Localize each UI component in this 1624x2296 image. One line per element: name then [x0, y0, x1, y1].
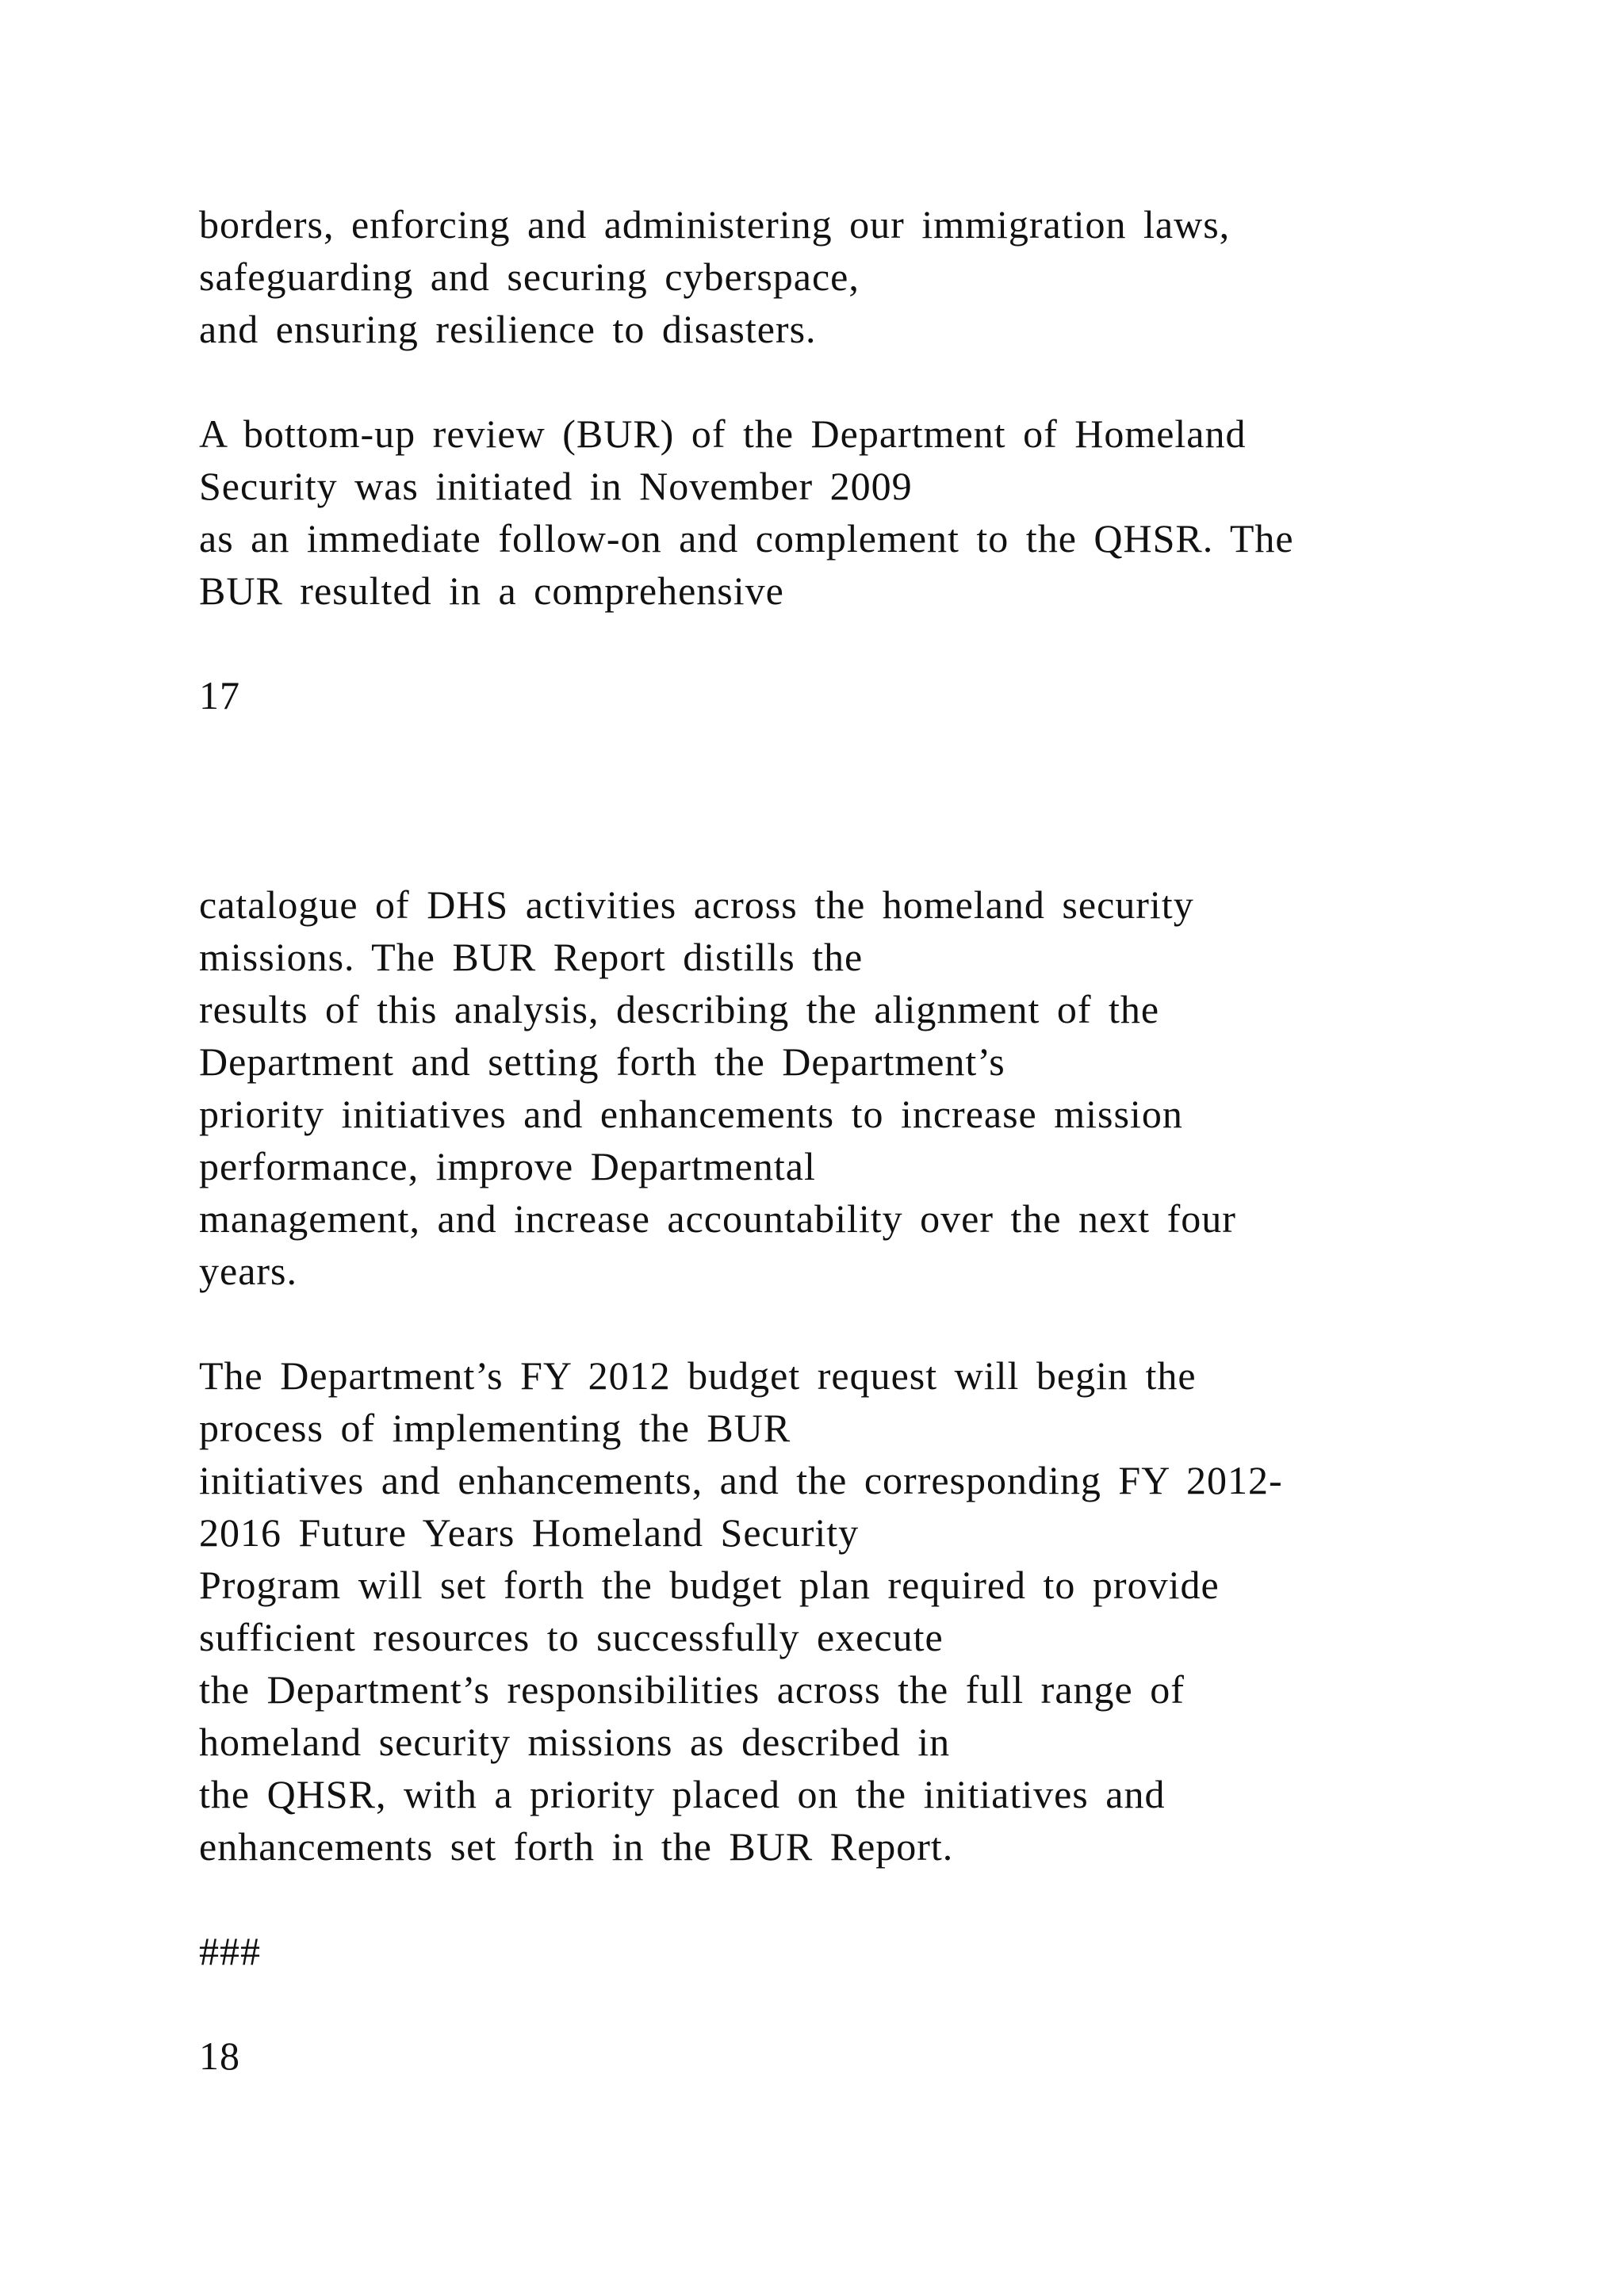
text-line: The Department’s FY 2012 budget request will begin the — [199, 1353, 1197, 1398]
text-line: years. — [199, 1249, 297, 1293]
text-line: homeland security missions as described in — [199, 1720, 951, 1764]
text-line: borders, enforcing and administering our immigration laws, — [199, 202, 1231, 247]
text-line: BUR resulted in a comprehensive — [199, 568, 784, 613]
text-line: enhancements set forth in the BUR Report. — [199, 1824, 954, 1869]
text-line: Security was initiated in November 2009 — [199, 464, 913, 508]
text-line: 2016 Future Years Homeland Security — [199, 1510, 860, 1555]
text-line: missions. The BUR Report distills the — [199, 935, 864, 979]
page-number: 18 — [199, 2034, 240, 2078]
text-line: Program will set forth the budget plan required to provide — [199, 1563, 1220, 1607]
text-line: as an immediate follow-on and complement to the QHSR. The — [199, 516, 1294, 561]
text-line: safeguarding and securing cyberspace, — [199, 254, 860, 299]
text-line: initiatives and enhancements, and the corresponding FY 2012- — [199, 1458, 1283, 1502]
text-line: the QHSR, with a priority placed on the initiatives and — [199, 1772, 1166, 1816]
text-line: the Department’s responsibilities across the full range of — [199, 1667, 1185, 1712]
text-line: sufficient resources to successfully execute — [199, 1615, 944, 1659]
text-line: management, and increase accountability over the next four — [199, 1196, 1236, 1241]
text-line: A bottom-up review (BUR) of the Department of Homeland — [199, 411, 1247, 456]
text-line: performance, improve Departmental — [199, 1144, 816, 1188]
text-line: results of this analysis, describing the alignment of the — [199, 987, 1160, 1031]
text-line: Department and setting forth the Department’s — [199, 1039, 1005, 1084]
page-number: 17 — [199, 673, 240, 718]
end-marker: ### — [199, 1929, 261, 1973]
text-line: and ensuring resilience to disasters. — [199, 307, 817, 351]
text-line: process of implementing the BUR — [199, 1406, 791, 1450]
text-line: priority initiatives and enhancements to increase mission — [199, 1092, 1183, 1136]
text-line: catalogue of DHS activities across the homeland security — [199, 882, 1194, 927]
